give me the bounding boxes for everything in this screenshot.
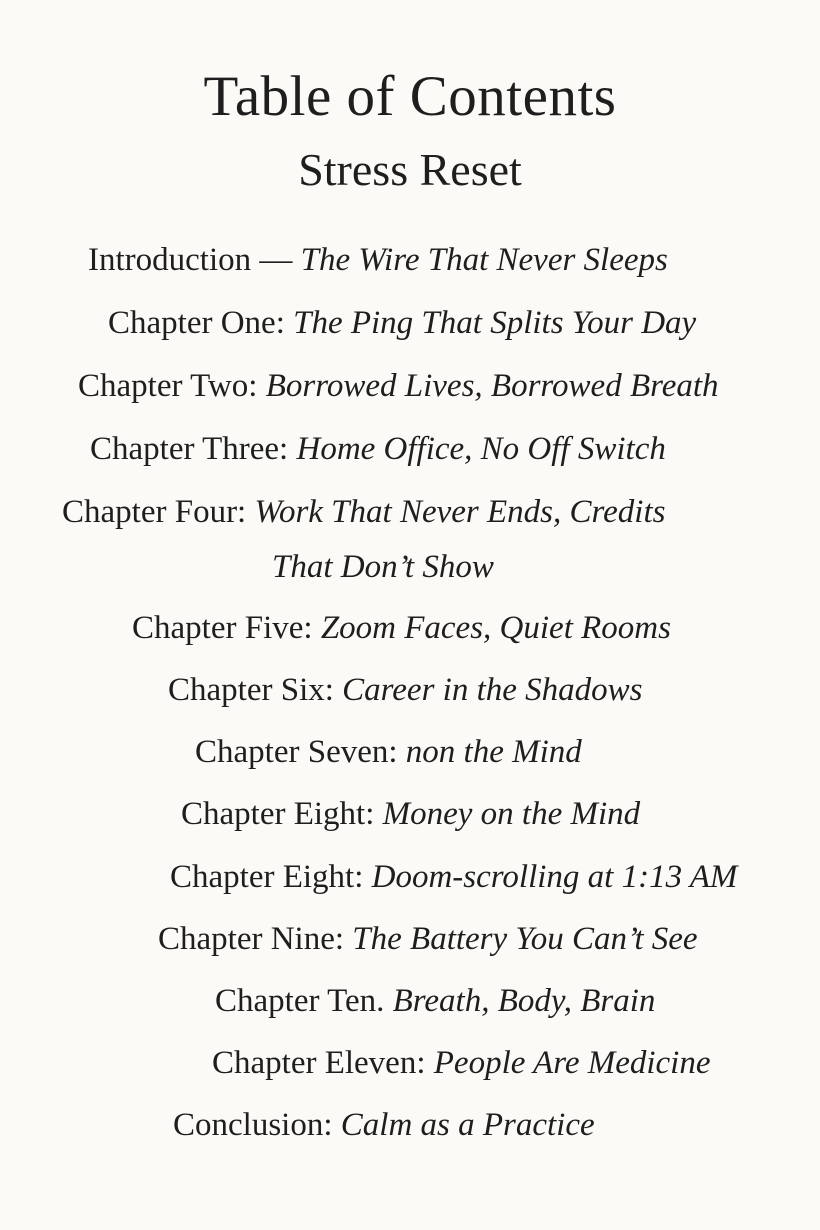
toc-entry-title: Home Office, No Off Switch <box>296 431 666 467</box>
toc-entry-title: Breath, Body, Brain <box>392 983 656 1019</box>
toc-entry-chapter-four-continued <box>272 545 494 589</box>
toc-entry-chapter-eight <box>181 792 640 836</box>
toc-entry-label: Chapter Three: <box>90 431 297 467</box>
toc-entry-chapter-ten <box>215 979 655 1023</box>
toc-entry-label: Introduction — <box>88 242 301 278</box>
toc-entry-title: The Ping That Splits Your Day <box>293 305 697 341</box>
toc-entry-label: Chapter Seven: <box>195 734 406 770</box>
toc-entry-chapter-one <box>108 301 696 345</box>
toc-entry-chapter-eleven <box>212 1041 710 1085</box>
page-title: Table of Contents <box>203 65 617 128</box>
toc-entry-label: Conclusion: <box>173 1107 341 1143</box>
toc-entry-label: Chapter Eight: <box>170 859 372 895</box>
toc-entry-chapter-two <box>78 364 719 408</box>
toc-entry-label: Chapter Eight: <box>181 796 383 832</box>
toc-entry-conclusion <box>173 1103 595 1147</box>
toc-entry-title: The Wire That Never Sleeps <box>300 242 668 278</box>
toc-entry-chapter-six <box>168 668 643 712</box>
toc-entry-label: Chapter One: <box>108 305 294 341</box>
toc-entry-title: Borrowed Lives, Borrowed Breath <box>265 368 719 404</box>
toc-entry-title: Zoom Faces, Quiet Rooms <box>320 610 671 646</box>
toc-entry-title: Money on the Mind <box>382 796 641 832</box>
toc-entry-title: Doom-scrolling at 1:13 AM <box>371 859 738 895</box>
toc-entry-chapter-three <box>90 427 666 471</box>
toc-entry-label: Chapter Four: <box>62 494 255 530</box>
toc-entry-title: Work That Never Ends, Credits <box>254 494 666 530</box>
toc-entry-label: Chapter Six: <box>168 672 343 708</box>
toc-entry-chapter-five <box>132 606 671 650</box>
toc-entry-label: Chapter Eleven: <box>212 1045 434 1081</box>
toc-entry-title: People Are Medicine <box>433 1045 711 1081</box>
toc-entry-label: Chapter Nine: <box>158 921 353 957</box>
toc-entry-chapter-nine <box>158 917 698 961</box>
toc-entry-title: Career in the Shadows <box>342 672 643 708</box>
toc-entry-chapter-seven <box>195 730 582 774</box>
toc-entry-chapter-four <box>62 490 665 534</box>
toc-entry-chapter-eight-second <box>170 855 737 899</box>
toc-entry-title: The Battery You Can’t See <box>352 921 698 957</box>
toc-entry-title: Calm as a Practice <box>340 1107 595 1143</box>
toc-entry-title: non the Mind <box>405 734 582 770</box>
toc-entry-introduction <box>88 238 668 282</box>
toc-entry-label: Chapter Two: <box>78 368 266 404</box>
toc-entry-label: Chapter Ten. <box>215 983 393 1019</box>
book-title: Stress Reset <box>298 144 522 195</box>
toc-entry-title-line2: That Don’t Show <box>272 549 494 585</box>
toc-entry-label: Chapter Five: <box>132 610 321 646</box>
